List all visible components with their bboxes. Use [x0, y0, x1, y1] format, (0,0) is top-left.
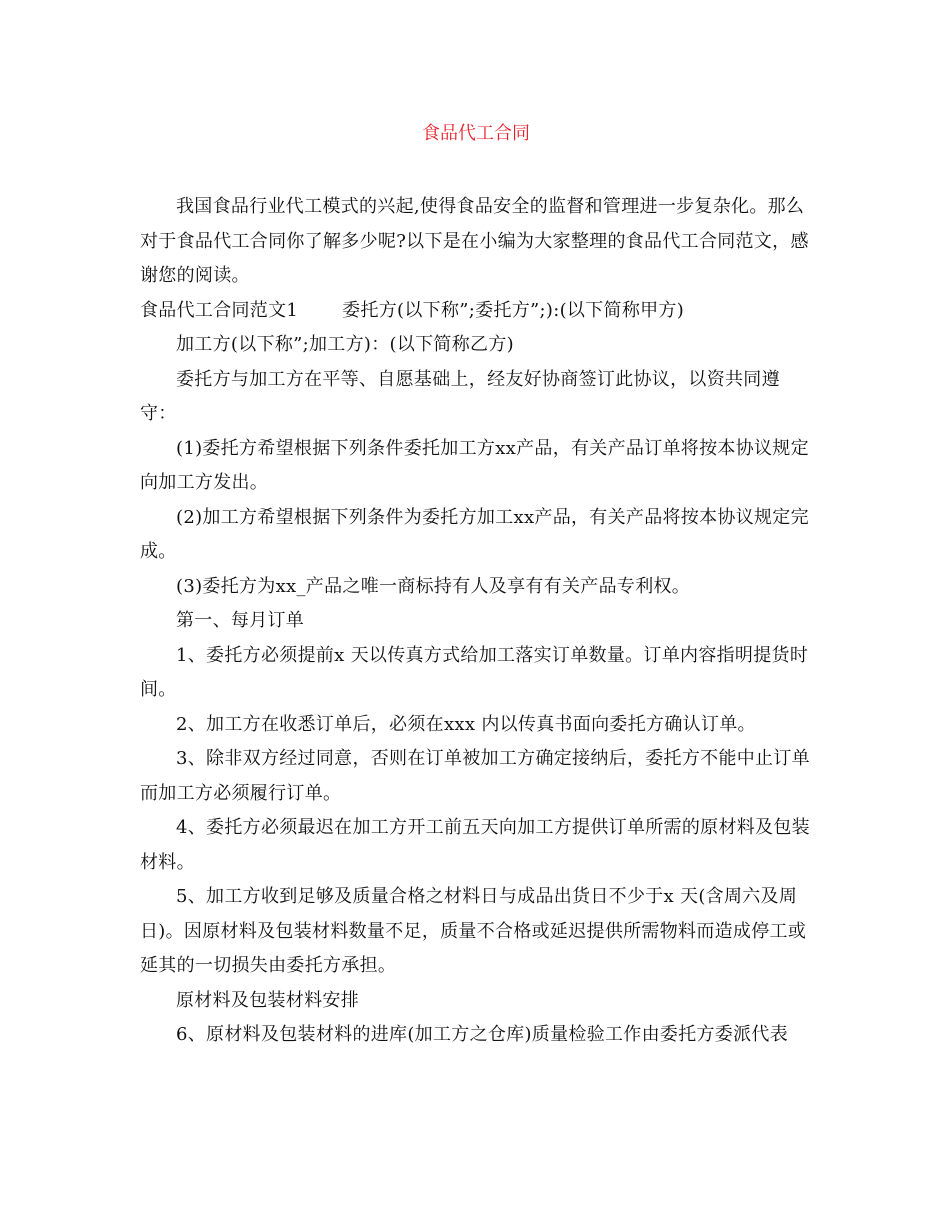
agreement-paragraph: 委托方与加工方在平等、自愿基础上，经友好协商签订此协议，以资共同遵守：	[140, 368, 780, 424]
item-3: (3)委托方为xx_产品之唯一商标持有人及享有有关产品专利权。	[176, 575, 691, 597]
processor-line: 加工方(以下称”;加工方)：(以下简称乙方)	[176, 334, 514, 355]
intro-paragraph: 我国食品行业代工模式的兴起,使得食品安全的监督和管理进一步复杂化。那么对于食品代工合同你了解多少呢?以下是在小编为大家整理的食品代工合同范文，感谢您的阅读。	[140, 196, 809, 286]
item-1: (1)委托方希望根据下列条件委托加工方xx产品，有关产品订单将按本协议规定向加工方发出。	[140, 437, 809, 493]
sample-label: 食品代工合同范文1	[140, 299, 299, 321]
clause-2: 2、加工方在收悉订单后，必须在xxx 内以传真书面向委托方确认订单。	[176, 713, 756, 735]
clause-1: 1、委托方必须提前x 天以传真方式给加工落实订单数量。订单内容指明提货时间。	[140, 644, 809, 700]
document-title: 食品代工合同	[422, 123, 530, 144]
sample-heading-line	[140, 294, 812, 329]
section-heading-monthly-orders: 第一、每月订单	[176, 610, 305, 631]
clause-3: 3、除非双方经过同意，否则在订单被加工方确定接纳后，委托方不能中止订单而加工方必须履行订单。	[140, 748, 810, 804]
clause-4: 4、委托方必须最迟在加工方开工前五天向加工方提供订单所需的原材料及包装材料。	[140, 817, 810, 873]
clause-6: 6、原材料及包装材料的进库(加工方之仓库)质量检验工作由委托方委派代表	[176, 1024, 788, 1045]
item-2: (2)加工方希望根据下列条件为委托方加工xx产品，有关产品将按本协议规定完成。	[140, 506, 809, 562]
consignor-line: 委托方(以下称”;委托方”;):(以下简称甲方)	[342, 299, 685, 321]
clause-5: 5、加工方收到足够及质量合格之材料日与成品出货日不少于x 天(含周六及周日)。因原材料及包装材料数量不足，质量不合格或延迟提供所需物料而造成停工或延其的一切损失由委托方承担。	[140, 886, 807, 976]
section-heading-materials: 原材料及包装材料安排	[176, 989, 359, 1011]
